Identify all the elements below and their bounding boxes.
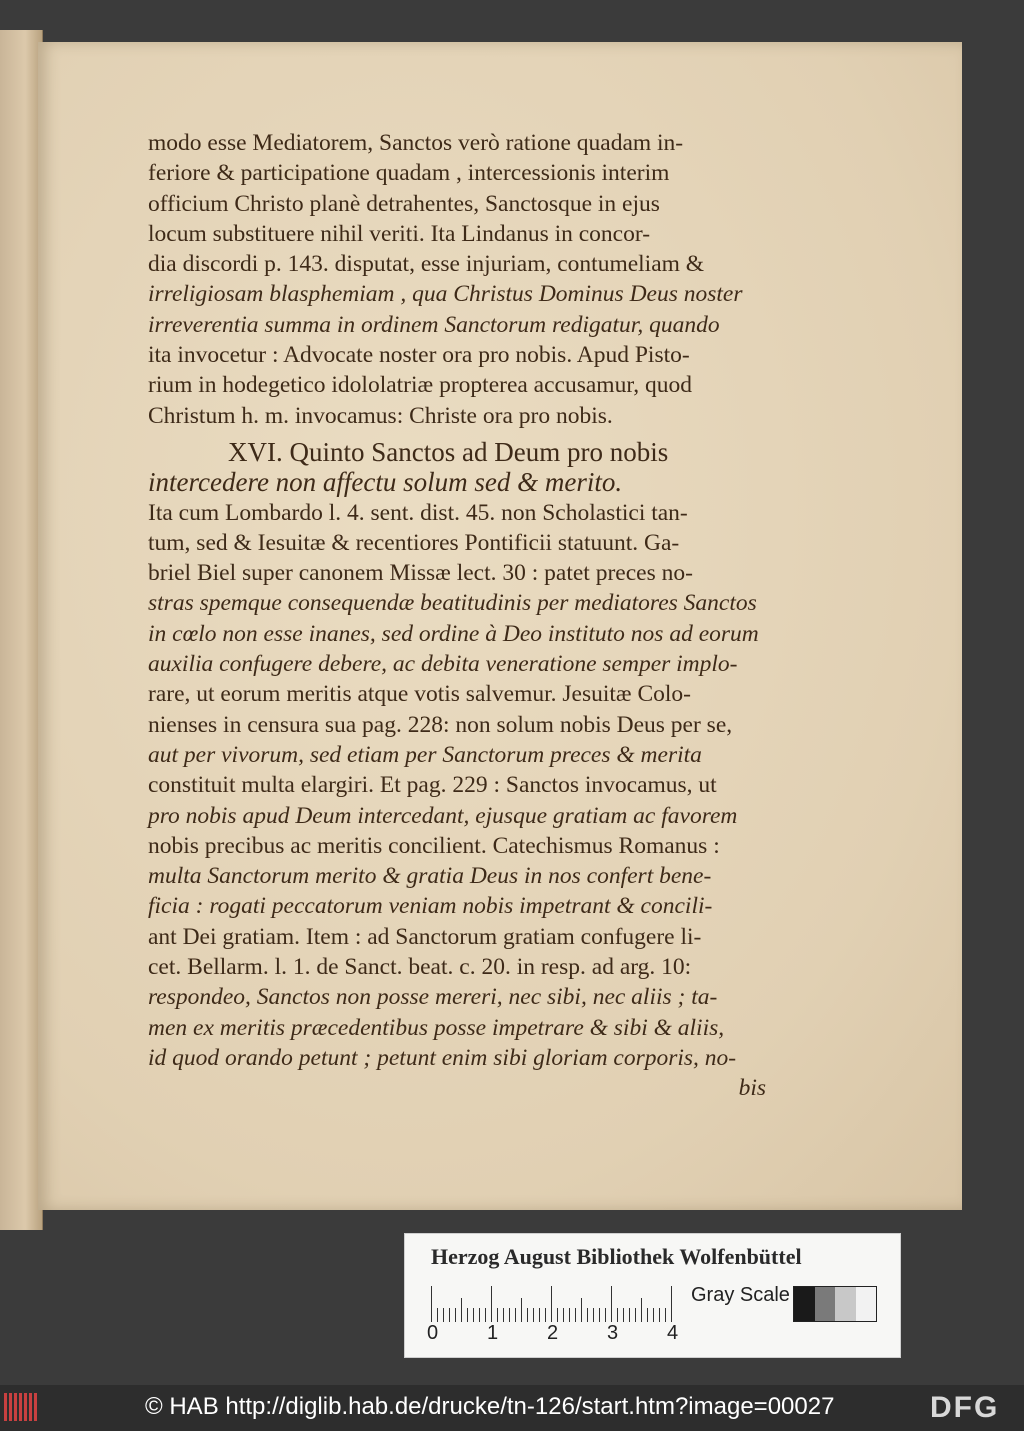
text-line: locum substituere nihil veriti. Ita Lindanus in concor- [148,220,651,247]
ruler-tick [557,1308,558,1322]
ruler-tick [533,1308,534,1322]
ruler-tick [575,1308,576,1322]
text-line: irreverentia summa in ordinem Sanctorum redigatur, quando [148,311,720,338]
footer-bar [0,1385,1024,1431]
ruler-tick [599,1308,600,1322]
text-line: stras spemque consequendæ beatitudinis per mediatores Sanctos [148,590,757,617]
ruler-tick [641,1298,642,1322]
text-line: in cœlo non esse inanes, sed ordine à Deo instituto nos ad eorum [148,620,759,647]
ruler-tick [581,1298,582,1322]
ruler-number: 3 [607,1322,619,1344]
ruler-tick [491,1286,492,1322]
ruler-tick [449,1308,450,1322]
ruler-tick [515,1308,516,1322]
ruler-tick [563,1308,564,1322]
ruler-tick [455,1308,456,1322]
ruler-tick [593,1308,594,1322]
text-line: nienses in censura sua pag. 228: non solum nobis Deus per se, [148,711,733,738]
gray-swatch-cell [815,1287,836,1321]
gray-swatch-cell [794,1287,815,1321]
ruler-tick [437,1308,438,1322]
text-line: rium in hodegetico idololatriæ propterea accusamur, quod [148,372,692,399]
ruler-tick [617,1308,618,1322]
ruler-tick [545,1308,546,1322]
ruler-tick [497,1308,498,1322]
gray-scale-swatch [793,1286,877,1322]
ruler-tick [611,1286,612,1322]
ruler-tick [485,1308,486,1322]
text-line: ita invocetur : Advocate noster ora pro nobis. Apud Pisto- [148,342,690,369]
text-line: dia discordi p. 143. disputat, esse injuriam, contumeliam & [148,251,705,278]
text-line: feriore & participatione quadam , intercessionis interim [148,160,670,187]
ruler-number: 2 [547,1322,559,1344]
text-line: id quod orando petunt ; petunt enim sibi gloriam corporis, no- [148,1044,737,1071]
text-line: irreligiosam blasphemiam , qua Christus Dominus Deus noster [148,281,743,308]
text-line: nobis precibus ac meritis concilient. Catechismus Romanus : [148,832,720,859]
ruler-tick [629,1308,630,1322]
ruler-number: 4 [667,1322,679,1344]
text-line: ant Dei gratiam. Item : ad Sanctorum gratiam confugere li- [148,923,702,950]
text-line: Christum h. m. invocamus: Christe ora pro nobis. [148,402,613,429]
gray-swatch-cell [835,1287,856,1321]
ruler-tick [521,1298,522,1322]
gray-scale-label: Gray Scale [691,1284,790,1306]
text-line: respondeo, Sanctos non posse mereri, nec sibi, nec aliis ; ta- [148,984,718,1011]
footer-url-text[interactable]: © HAB http://diglib.hab.de/drucke/tn-126/start.htm?image=00027 [145,1393,835,1420]
ruler-tick [653,1308,654,1322]
section-heading-line: XVI. Quinto Sanctos ad Deum pro nobis [228,436,669,467]
ruler-tick [551,1286,552,1322]
ruler-tick [671,1286,672,1322]
text-line: constituit multa elargiri. Et pag. 229 : Sanctos invocamus, ut [148,772,717,799]
text-line: Ita cum Lombardo l. 4. sent. dist. 45. non Scholastici tan- [148,499,688,526]
text-line: auxilia confugere debere, ac debita veneratione semper implo- [148,651,738,678]
ruler-tick [569,1308,570,1322]
ruler-tick [665,1308,666,1322]
hab-logo-icon [4,1393,38,1421]
text-line: modo esse Mediatorem, Sanctos verò ratione quadam in- [148,130,684,156]
text-line: briel Biel super canonem Missæ lect. 30 : patet preces no- [148,560,693,587]
ruler-number: 1 [487,1322,499,1344]
library-title: Herzog August Bibliothek Wolfenbüttel [431,1244,802,1269]
text-line: rare, ut eorum meritis atque votis salvemur. Jesuitæ Colo- [148,681,692,708]
ruler-tick [635,1308,636,1322]
gray-swatch-cell [856,1287,877,1321]
ruler-tick [647,1308,648,1322]
ruler-tick [467,1308,468,1322]
ruler-tick [431,1286,432,1322]
ruler-tick [503,1308,504,1322]
ruler-tick [509,1308,510,1322]
text-line: ficia : rogati peccatorum veniam nobis impetrant & concili- [148,893,713,920]
color-scale-card [404,1233,901,1358]
text-line: aut per vivorum, sed etiam per Sanctorum preces & merita [148,741,702,768]
ruler-tick [623,1308,624,1322]
ruler-ticks [431,1282,671,1322]
catchword: bis [738,1075,766,1102]
ruler-tick [527,1308,528,1322]
page-text [148,128,766,1104]
text-line: pro nobis apud Deum intercedant, ejusque gratiam ac favorem [148,802,738,829]
text-line: cet. Bellarm. l. 1. de Sanct. beat. c. 20. in resp. ad arg. 10: [148,954,692,981]
ruler-tick [539,1308,540,1322]
text-line: multa Sanctorum merito & gratia Deus in nos confert bene- [148,863,712,890]
text-line: tum, sed & Iesuitæ & recentiores Pontificii statuunt. Ga- [148,529,680,556]
ruler-tick [461,1298,462,1322]
ruler-tick [443,1308,444,1322]
ruler-tick [605,1308,606,1322]
ruler-numbers [427,1322,687,1348]
dfg-logo: DFG [930,1391,1000,1424]
ruler-tick [659,1308,660,1322]
ruler-tick [479,1308,480,1322]
text-line: officium Christo planè detrahentes, Sanctosque in ejus [148,190,660,217]
ruler-tick [587,1308,588,1322]
text-line: men ex meritis præcedentibus posse impetrare & sibi & aliis, [148,1014,725,1041]
previous-page-edge [0,30,43,1230]
ruler-tick [473,1308,474,1322]
ruler-number: 0 [427,1322,439,1344]
section-heading-line: intercedere non affectu solum sed & merito. [148,467,623,498]
